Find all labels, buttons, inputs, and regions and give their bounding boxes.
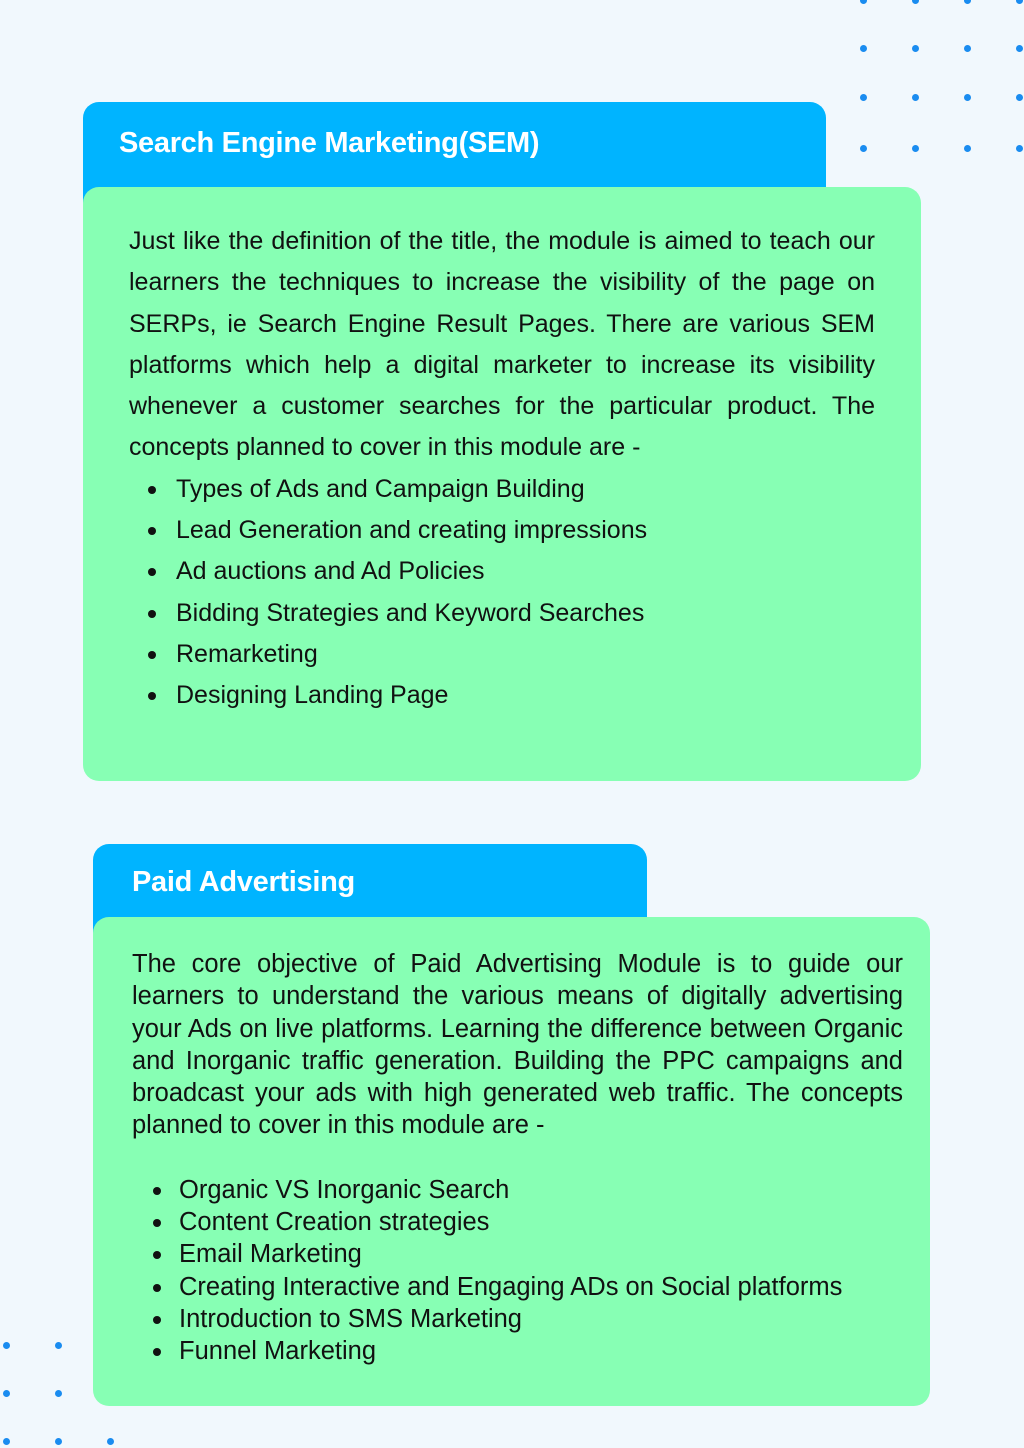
decorative-dot: [964, 0, 971, 4]
decorative-dot: [1016, 0, 1023, 4]
list-item: Designing Landing Page: [129, 675, 875, 716]
decorative-dot: [860, 0, 867, 4]
decorative-dot: [860, 94, 867, 101]
decorative-dot: [1016, 145, 1023, 152]
decorative-dot: [107, 1438, 114, 1445]
decorative-dot: [3, 1390, 10, 1397]
list-item: Types of Ads and Campaign Building: [129, 469, 875, 510]
decorative-dot: [1016, 94, 1023, 101]
decorative-dot: [912, 0, 919, 4]
decorative-dot: [1016, 45, 1023, 52]
list-item: Remarketing: [129, 634, 875, 675]
paid-advertising-section-card: [93, 917, 930, 1406]
list-item: Creating Interactive and Engaging ADs on Social platforms: [132, 1271, 903, 1303]
decorative-dot: [912, 45, 919, 52]
decorative-dot: [860, 45, 867, 52]
decorative-dot: [964, 94, 971, 101]
paid-advertising-section-description: The core objective of Paid Advertising Module is to guide our learners to understand the various means of digitally advertising your Ads on live platforms. Learning the difference between Organic and Inorganic traffic generation. Building the PPC campaigns and broadcast your ads with high generated web traffic. The concepts planned to cover in this module are -: [132, 950, 903, 1140]
decorative-dot: [964, 45, 971, 52]
list-item: Content Creation strategies: [132, 1206, 903, 1238]
paid-advertising-section-title: Paid Advertising: [132, 866, 355, 898]
decorative-dot: [55, 1438, 62, 1445]
list-item: Organic VS Inorganic Search: [132, 1174, 903, 1206]
list-item: Lead Generation and creating impressions: [129, 510, 875, 551]
decorative-dot: [912, 145, 919, 152]
list-item: Bidding Strategies and Keyword Searches: [129, 593, 875, 634]
list-item: Ad auctions and Ad Policies: [129, 551, 875, 592]
decorative-dot: [55, 1342, 62, 1349]
decorative-dot: [3, 1438, 10, 1445]
sem-section-title: Search Engine Marketing(SEM): [119, 127, 540, 159]
decorative-dot: [55, 1390, 62, 1397]
sem-section-card: [83, 187, 921, 781]
list-item: Introduction to SMS Marketing: [132, 1303, 903, 1335]
paid-advertising-topics-list: [132, 1174, 903, 1368]
list-item: Funnel Marketing: [132, 1335, 903, 1367]
list-item: Email Marketing: [132, 1238, 903, 1270]
sem-section-description: Just like the definition of the title, the module is aimed to teach our learners the techniques to increase the visibility of the page on SERPs, ie Search Engine Result Pages. There are various SEM platforms which help a digital marketer to increase its visibility whenever a customer searches for the particular product. The concepts planned to cover in this module are -: [129, 227, 875, 462]
decorative-dot: [3, 1342, 10, 1349]
sem-topics-list: [129, 469, 875, 717]
decorative-dot: [964, 145, 971, 152]
decorative-dot: [912, 94, 919, 101]
decorative-dot: [860, 145, 867, 152]
